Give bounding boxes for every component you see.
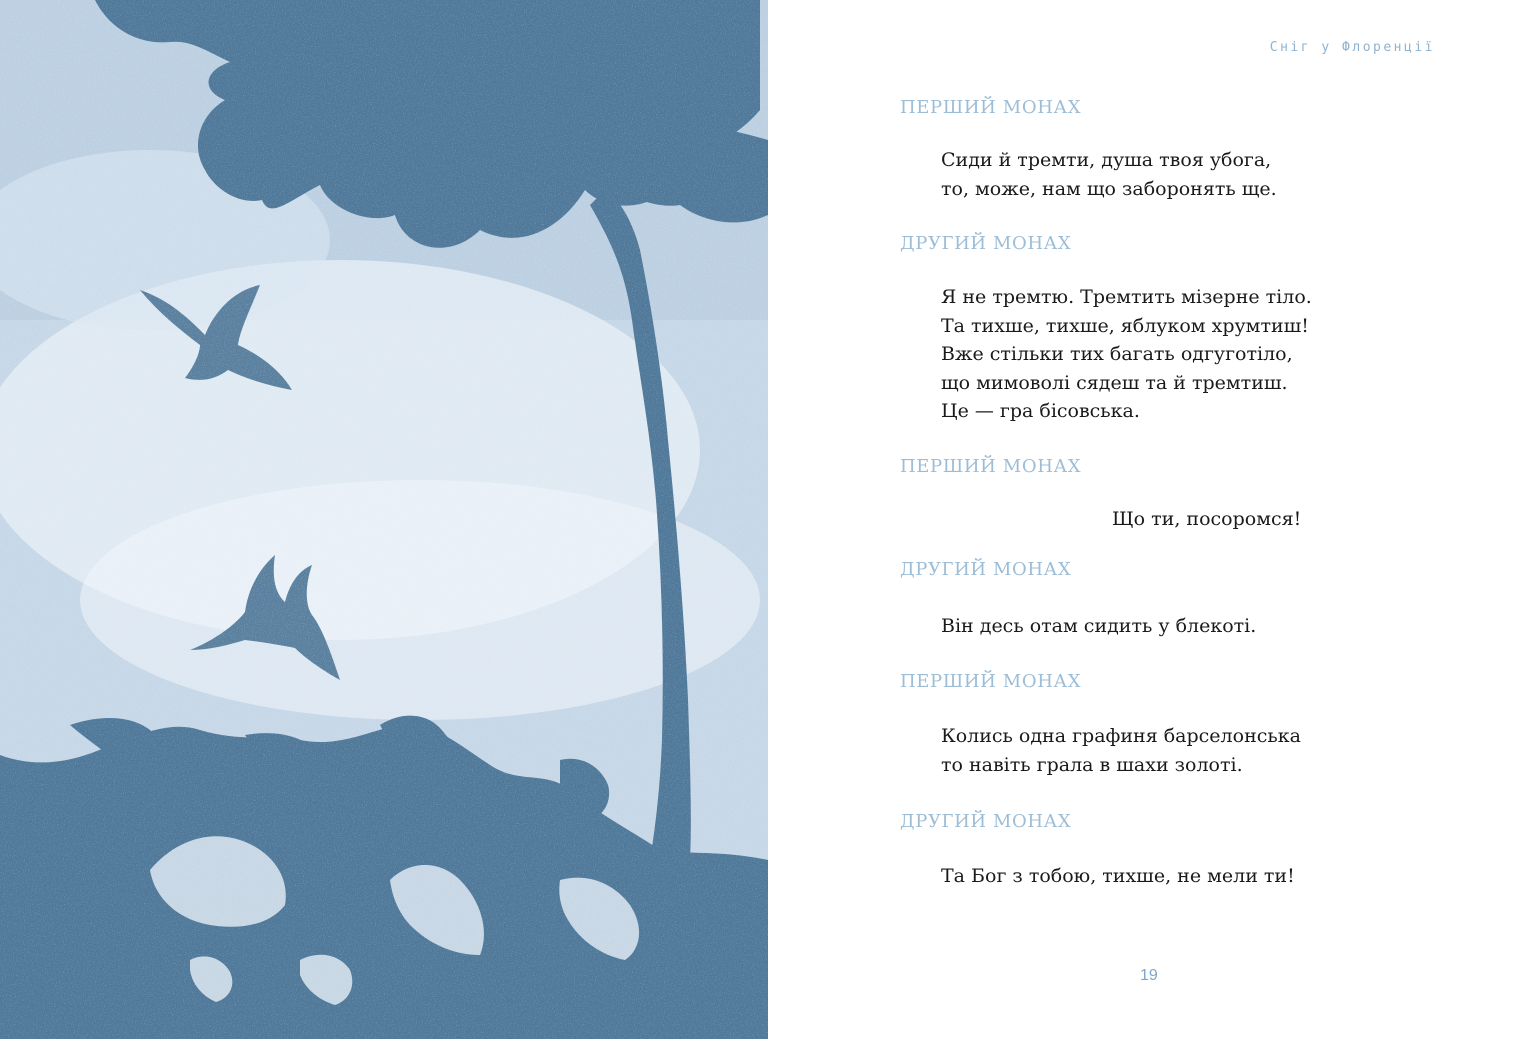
verse-line: то навіть грала в шахи золоті. (941, 753, 1243, 776)
verse-line: Колись одна графиня барселонська (941, 725, 1301, 747)
verse-line: Це — гра бісовська. (941, 400, 1140, 422)
speaker-label: ПЕРШИЙ МОНАХ (900, 456, 1082, 477)
verse-block (941, 146, 1277, 203)
verse-block (941, 612, 1256, 641)
verse-line: Що ти, посоромся! (1112, 508, 1302, 530)
verse-line: Вже стільки тих багать одгуготіло, (941, 343, 1293, 365)
verse-line: Сиди й тремти, душа твоя убога, (941, 149, 1272, 171)
verse-block (941, 283, 1312, 426)
verse-line: Та тихше, тихше, яблуком хрумтиш! (941, 314, 1309, 337)
verse-block (1112, 505, 1301, 534)
speaker-label: ДРУГИЙ МОНАХ (900, 233, 1072, 254)
speaker-label: ДРУГИЙ МОНАХ (900, 811, 1072, 832)
speaker-label: ПЕРШИЙ МОНАХ (900, 97, 1082, 118)
verse-block (941, 722, 1301, 779)
speaker-label: ДРУГИЙ МОНАХ (900, 559, 1072, 580)
verse-block (941, 862, 1295, 891)
verse-line: що мимоволі сядеш та й тремтиш. (941, 371, 1288, 394)
running-head: Сніг у Флоренції (1269, 40, 1435, 55)
page-number: 19 (1140, 967, 1158, 984)
text-page (768, 0, 1535, 1039)
verse-line: Він десь отам сидить у блекоті. (941, 615, 1257, 637)
verse-line: Я не тремтю. Тремтить мізерне тіло. (941, 286, 1312, 308)
speaker-label: ПЕРШИЙ МОНАХ (900, 671, 1082, 692)
verse-line: то, може, нам що заборонять ще. (941, 177, 1277, 200)
verse-line: Та Бог з тобою, тихше, не мели ти! (941, 865, 1295, 887)
